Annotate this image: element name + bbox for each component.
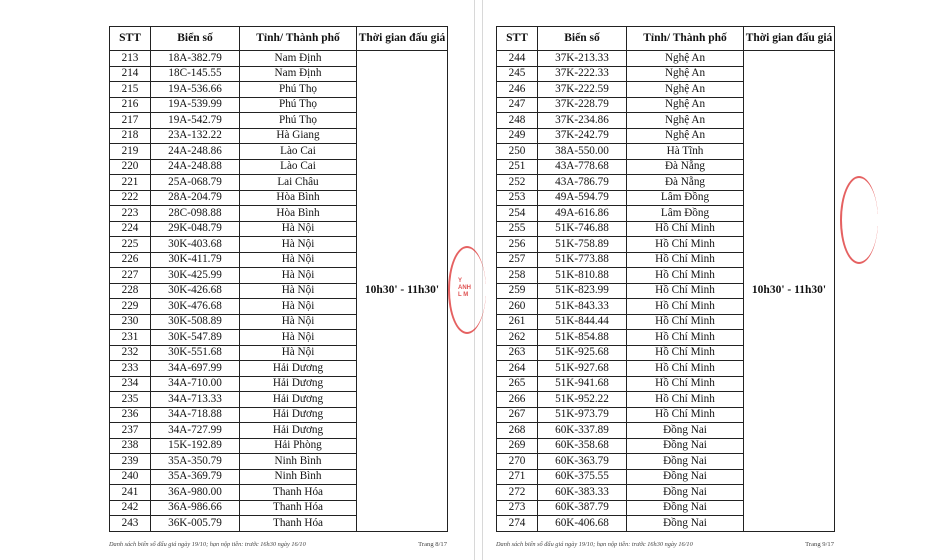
row-province: Đồng Nai xyxy=(627,500,744,516)
auction-time-slot: 10h30' - 11h30' xyxy=(357,51,448,532)
row-province: Thanh Hóa xyxy=(240,500,357,516)
row-province: Lai Châu xyxy=(240,175,357,191)
table-header-row xyxy=(110,27,448,51)
row-stt: 247 xyxy=(497,97,538,113)
auction-time-slot: 10h30' - 11h30' xyxy=(744,51,835,532)
row-province: Lâm Đồng xyxy=(627,190,744,206)
row-province: Đà Nẵng xyxy=(627,175,744,191)
plate-table-right xyxy=(496,26,835,532)
row-plate: 60K-383.33 xyxy=(538,485,627,501)
row-province: Hồ Chí Minh xyxy=(627,283,744,299)
row-province: Đồng Nai xyxy=(627,438,744,454)
plate-table-left xyxy=(109,26,448,532)
footer-note: Danh sách biển số đấu giá ngày 19/10; hạn nộp tiền: trước 16h30 ngày 16/10 xyxy=(496,541,693,548)
row-province: Đồng Nai xyxy=(627,469,744,485)
row-stt: 264 xyxy=(497,361,538,377)
row-plate: 51K-773.88 xyxy=(538,252,627,268)
row-province: Hà Nội xyxy=(240,268,357,284)
row-province: Hồ Chí Minh xyxy=(627,237,744,253)
table-header-row xyxy=(497,27,835,51)
row-province: Hải Dương xyxy=(240,392,357,408)
row-stt: 244 xyxy=(497,51,538,67)
header-province: Tỉnh/ Thành phố xyxy=(627,27,744,51)
row-province: Nam Định xyxy=(240,66,357,82)
row-stt: 265 xyxy=(497,376,538,392)
row-plate: 19A-542.79 xyxy=(151,113,240,129)
row-stt: 243 xyxy=(110,516,151,532)
row-province: Nghệ An xyxy=(627,128,744,144)
row-stt: 270 xyxy=(497,454,538,470)
row-stt: 219 xyxy=(110,144,151,160)
row-province: Hà Nội xyxy=(240,252,357,268)
row-province: Hồ Chí Minh xyxy=(627,314,744,330)
row-stt: 215 xyxy=(110,82,151,98)
row-plate: 37K-222.59 xyxy=(538,82,627,98)
header-plate: Biển số xyxy=(151,27,240,51)
row-plate: 37K-222.33 xyxy=(538,66,627,82)
row-plate: 15K-192.89 xyxy=(151,438,240,454)
row-stt: 273 xyxy=(497,500,538,516)
row-plate: 51K-927.68 xyxy=(538,361,627,377)
row-plate: 30K-411.79 xyxy=(151,252,240,268)
page-number: Trang 8/17 xyxy=(418,541,447,548)
row-stt: 263 xyxy=(497,345,538,361)
row-stt: 233 xyxy=(110,361,151,377)
row-stt: 232 xyxy=(110,345,151,361)
row-province: Hồ Chí Minh xyxy=(627,221,744,237)
row-plate: 51K-941.68 xyxy=(538,376,627,392)
row-stt: 218 xyxy=(110,128,151,144)
row-stt: 225 xyxy=(110,237,151,253)
row-plate: 60K-387.79 xyxy=(538,500,627,516)
row-province: Lào Cai xyxy=(240,144,357,160)
row-stt: 223 xyxy=(110,206,151,222)
row-province: Hồ Chí Minh xyxy=(627,268,744,284)
row-stt: 253 xyxy=(497,190,538,206)
header-stt: STT xyxy=(110,27,151,51)
row-stt: 236 xyxy=(110,407,151,423)
row-plate: 30K-403.68 xyxy=(151,237,240,253)
row-stt: 249 xyxy=(497,128,538,144)
row-stt: 222 xyxy=(110,190,151,206)
row-stt: 224 xyxy=(110,221,151,237)
row-plate: 60K-375.55 xyxy=(538,469,627,485)
row-province: Hà Nội xyxy=(240,283,357,299)
row-province: Đồng Nai xyxy=(627,516,744,532)
row-plate: 30K-547.89 xyxy=(151,330,240,346)
row-province: Nghệ An xyxy=(627,66,744,82)
row-stt: 239 xyxy=(110,454,151,470)
row-province: Nghệ An xyxy=(627,51,744,67)
stamp-lettering: Y ANH L M xyxy=(458,278,471,298)
row-province: Nghệ An xyxy=(627,97,744,113)
table-row xyxy=(110,51,448,67)
row-plate: 23A-132.22 xyxy=(151,128,240,144)
row-plate: 18C-145.55 xyxy=(151,66,240,82)
row-plate: 34A-710.00 xyxy=(151,376,240,392)
row-plate: 34A-697.99 xyxy=(151,361,240,377)
row-stt: 262 xyxy=(497,330,538,346)
header-time: Thời gian đấu giá xyxy=(744,27,835,51)
row-plate: 51K-843.33 xyxy=(538,299,627,315)
row-stt: 216 xyxy=(110,97,151,113)
header-time: Thời gian đấu giá xyxy=(357,27,448,51)
row-province: Nam Định xyxy=(240,51,357,67)
row-plate: 30K-508.89 xyxy=(151,314,240,330)
row-plate: 51K-952.22 xyxy=(538,392,627,408)
row-province: Hà Nội xyxy=(240,237,357,253)
row-province: Hà Nội xyxy=(240,221,357,237)
row-province: Hải Dương xyxy=(240,376,357,392)
document-page-left xyxy=(96,0,475,560)
page-number: Trang 9/17 xyxy=(805,541,834,548)
row-plate: 60K-358.68 xyxy=(538,438,627,454)
row-province: Hải Phòng xyxy=(240,438,357,454)
row-plate: 35A-369.79 xyxy=(151,469,240,485)
row-province: Hải Dương xyxy=(240,423,357,439)
row-stt: 248 xyxy=(497,113,538,129)
row-province: Đồng Nai xyxy=(627,423,744,439)
row-plate: 51K-854.88 xyxy=(538,330,627,346)
row-stt: 241 xyxy=(110,485,151,501)
row-plate: 51K-973.79 xyxy=(538,407,627,423)
row-stt: 228 xyxy=(110,283,151,299)
row-province: Nghệ An xyxy=(627,82,744,98)
row-stt: 261 xyxy=(497,314,538,330)
row-stt: 246 xyxy=(497,82,538,98)
footer-note: Danh sách biển số đấu giá ngày 19/10; hạn nộp tiền: trước 16h30 ngày 16/10 xyxy=(109,541,306,548)
row-plate: 30K-425.99 xyxy=(151,268,240,284)
row-plate: 29K-048.79 xyxy=(151,221,240,237)
row-stt: 237 xyxy=(110,423,151,439)
row-stt: 213 xyxy=(110,51,151,67)
row-stt: 240 xyxy=(110,469,151,485)
row-province: Hồ Chí Minh xyxy=(627,330,744,346)
row-province: Lào Cai xyxy=(240,159,357,175)
row-stt: 221 xyxy=(110,175,151,191)
row-plate: 30K-476.68 xyxy=(151,299,240,315)
row-province: Hồ Chí Minh xyxy=(627,299,744,315)
row-plate: 25A-068.79 xyxy=(151,175,240,191)
row-stt: 258 xyxy=(497,268,538,284)
row-plate: 18A-382.79 xyxy=(151,51,240,67)
row-province: Hòa Bình xyxy=(240,206,357,222)
row-province: Hồ Chí Minh xyxy=(627,376,744,392)
row-province: Nghệ An xyxy=(627,113,744,129)
red-seal-stamp xyxy=(840,176,878,264)
row-plate: 36A-986.66 xyxy=(151,500,240,516)
row-plate: 51K-810.88 xyxy=(538,268,627,284)
row-plate: 34A-727.99 xyxy=(151,423,240,439)
row-stt: 238 xyxy=(110,438,151,454)
row-plate: 37K-228.79 xyxy=(538,97,627,113)
row-stt: 230 xyxy=(110,314,151,330)
row-stt: 252 xyxy=(497,175,538,191)
row-stt: 214 xyxy=(110,66,151,82)
row-province: Hồ Chí Minh xyxy=(627,407,744,423)
row-stt: 242 xyxy=(110,500,151,516)
row-province: Ninh Bình xyxy=(240,454,357,470)
row-plate: 37K-234.86 xyxy=(538,113,627,129)
row-plate: 19A-536.66 xyxy=(151,82,240,98)
row-province: Hà Tĩnh xyxy=(627,144,744,160)
row-province: Phú Thọ xyxy=(240,82,357,98)
row-province: Hồ Chí Minh xyxy=(627,345,744,361)
row-stt: 250 xyxy=(497,144,538,160)
row-plate: 24A-248.88 xyxy=(151,159,240,175)
row-plate: 51K-844.44 xyxy=(538,314,627,330)
row-province: Phú Thọ xyxy=(240,113,357,129)
row-province: Ninh Bình xyxy=(240,469,357,485)
table-row xyxy=(497,51,835,67)
row-plate: 60K-406.68 xyxy=(538,516,627,532)
row-plate: 49A-616.86 xyxy=(538,206,627,222)
row-plate: 36K-005.79 xyxy=(151,516,240,532)
row-stt: 231 xyxy=(110,330,151,346)
row-stt: 234 xyxy=(110,376,151,392)
row-plate: 19A-539.99 xyxy=(151,97,240,113)
row-province: Hà Nội xyxy=(240,345,357,361)
row-province: Hòa Bình xyxy=(240,190,357,206)
row-plate: 30K-551.68 xyxy=(151,345,240,361)
row-stt: 267 xyxy=(497,407,538,423)
row-province: Đồng Nai xyxy=(627,485,744,501)
row-province: Hồ Chí Minh xyxy=(627,392,744,408)
row-plate: 43A-786.79 xyxy=(538,175,627,191)
row-stt: 271 xyxy=(497,469,538,485)
row-province: Lâm Đồng xyxy=(627,206,744,222)
row-plate: 37K-213.33 xyxy=(538,51,627,67)
row-stt: 235 xyxy=(110,392,151,408)
document-page-right xyxy=(482,0,861,560)
row-stt: 229 xyxy=(110,299,151,315)
row-stt: 256 xyxy=(497,237,538,253)
row-province: Thanh Hóa xyxy=(240,516,357,532)
row-province: Thanh Hóa xyxy=(240,485,357,501)
row-province: Hà Nội xyxy=(240,330,357,346)
row-province: Hà Giang xyxy=(240,128,357,144)
row-plate: 35A-350.79 xyxy=(151,454,240,470)
row-stt: 251 xyxy=(497,159,538,175)
row-stt: 266 xyxy=(497,392,538,408)
row-province: Hà Nội xyxy=(240,299,357,315)
row-plate: 51K-925.68 xyxy=(538,345,627,361)
row-province: Hồ Chí Minh xyxy=(627,252,744,268)
header-province: Tỉnh/ Thành phố xyxy=(240,27,357,51)
row-stt: 274 xyxy=(497,516,538,532)
row-plate: 34A-713.33 xyxy=(151,392,240,408)
row-plate: 28A-204.79 xyxy=(151,190,240,206)
row-plate: 51K-746.88 xyxy=(538,221,627,237)
row-plate: 36A-980.00 xyxy=(151,485,240,501)
row-plate: 37K-242.79 xyxy=(538,128,627,144)
header-plate: Biển số xyxy=(538,27,627,51)
row-plate: 51K-758.89 xyxy=(538,237,627,253)
row-plate: 38A-550.00 xyxy=(538,144,627,160)
header-stt: STT xyxy=(497,27,538,51)
row-stt: 245 xyxy=(497,66,538,82)
row-province: Phú Thọ xyxy=(240,97,357,113)
row-province: Hải Dương xyxy=(240,407,357,423)
row-province: Hồ Chí Minh xyxy=(627,361,744,377)
row-stt: 260 xyxy=(497,299,538,315)
row-plate: 24A-248.86 xyxy=(151,144,240,160)
row-stt: 220 xyxy=(110,159,151,175)
row-stt: 269 xyxy=(497,438,538,454)
row-stt: 217 xyxy=(110,113,151,129)
row-plate: 51K-823.99 xyxy=(538,283,627,299)
row-province: Hà Nội xyxy=(240,314,357,330)
row-stt: 227 xyxy=(110,268,151,284)
row-plate: 34A-718.88 xyxy=(151,407,240,423)
row-province: Đồng Nai xyxy=(627,454,744,470)
row-province: Đà Nẵng xyxy=(627,159,744,175)
row-plate: 28C-098.88 xyxy=(151,206,240,222)
row-stt: 255 xyxy=(497,221,538,237)
row-stt: 254 xyxy=(497,206,538,222)
row-plate: 49A-594.79 xyxy=(538,190,627,206)
row-province: Hải Dương xyxy=(240,361,357,377)
row-plate: 30K-426.68 xyxy=(151,283,240,299)
row-stt: 268 xyxy=(497,423,538,439)
row-stt: 259 xyxy=(497,283,538,299)
row-plate: 43A-778.68 xyxy=(538,159,627,175)
row-plate: 60K-337.89 xyxy=(538,423,627,439)
row-stt: 226 xyxy=(110,252,151,268)
row-plate: 60K-363.79 xyxy=(538,454,627,470)
row-stt: 272 xyxy=(497,485,538,501)
row-stt: 257 xyxy=(497,252,538,268)
red-seal-stamp xyxy=(448,246,486,334)
